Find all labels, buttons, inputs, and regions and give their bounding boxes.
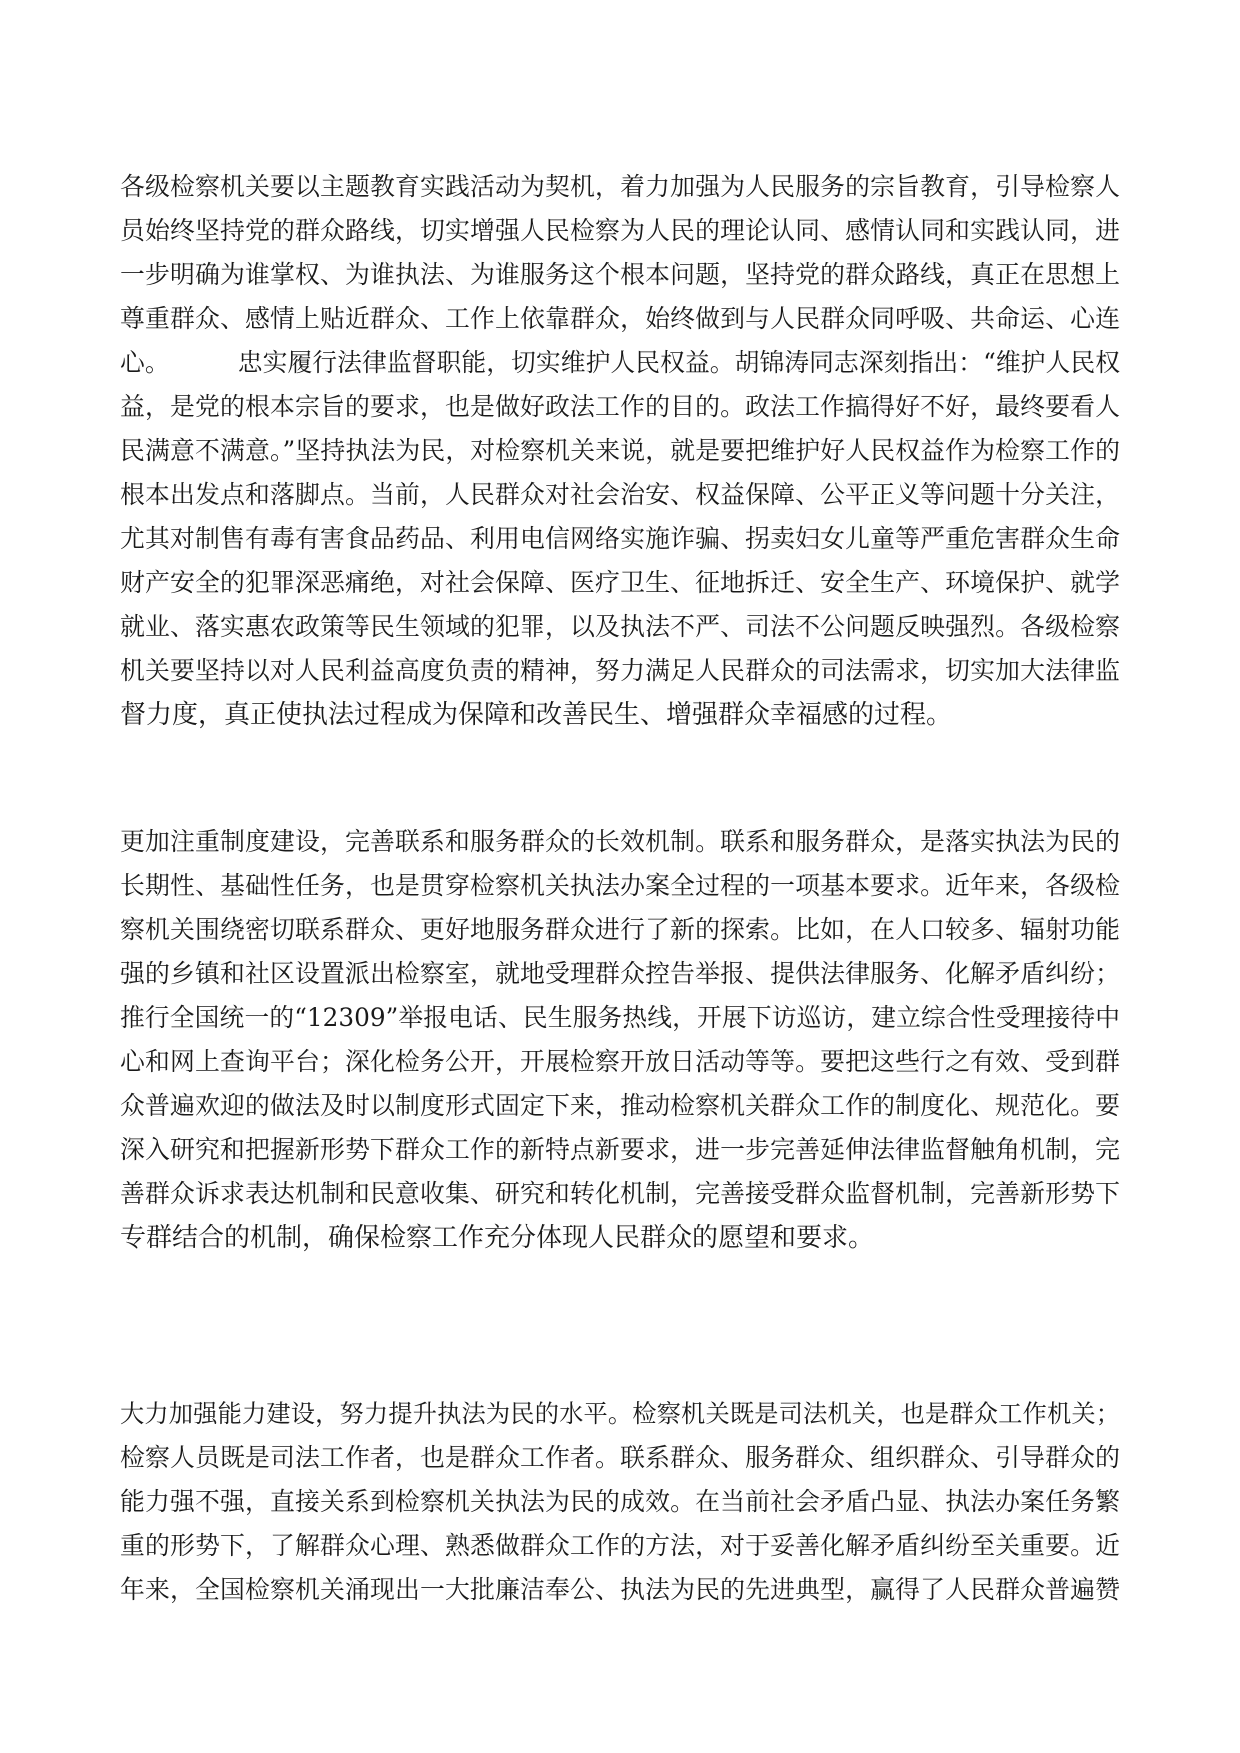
paragraph-line: 察机关围绕密切联系群众、更好地服务群众进行了新的探索。比如，在人口较多、辐射功能 [120, 915, 1120, 944]
paragraph-line: 心和网上查询平台；深化检务公开，开展检察开放日活动等等。要把这些行之有效、受到群 [120, 1047, 1120, 1076]
paragraph-3 [120, 1392, 1120, 1612]
split-line-left: 心。 [120, 348, 170, 377]
paragraph-2 [120, 820, 1120, 1260]
split-line-right: 忠实履行法律监督职能，切实维护人民权益。胡锦涛同志深刻指出：“维护人民权 [237, 348, 1120, 377]
paragraph-line: 推行全国统一的“12309”举报电话、民生服务热线，开展下访巡访，建立综合性受理接待中 [120, 1003, 1120, 1032]
paragraph-line: 善群众诉求表达机制和民意收集、研究和转化机制，完善接受群众监督机制，完善新形势下 [120, 1179, 1120, 1208]
paragraph-split-line [120, 341, 1120, 385]
paragraph-line: 尊重群众、感情上贴近群众、工作上依靠群众，始终做到与人民群众同呼吸、共命运、心连 [120, 304, 1120, 333]
paragraph-line: 根本出发点和落脚点。当前，人民群众对社会治安、权益保障、公平正义等问题十分关注， [120, 480, 1120, 509]
paragraph-line: 就业、落实惠农政策等民生领域的犯罪，以及执法不严、司法不公问题反映强烈。各级检察 [120, 612, 1120, 641]
paragraph-line: 一步明确为谁掌权、为谁执法、为谁服务这个根本问题，坚持党的群众路线，真正在思想上 [120, 260, 1120, 289]
paragraph-line: 财产安全的犯罪深恶痛绝，对社会保障、医疗卫生、征地拆迁、安全生产、环境保护、就学 [120, 568, 1120, 597]
paragraph-line: 大力加强能力建设，努力提升执法为民的水平。检察机关既是司法机关，也是群众工作机关； [120, 1399, 1120, 1428]
paragraph-line: 年来，全国检察机关涌现出一大批廉洁奉公、执法为民的先进典型，赢得了人民群众普遍赞 [120, 1575, 1120, 1604]
paragraph-line: 员始终坚持党的群众路线，切实增强人民检察为人民的理论认同、感情认同和实践认同，进 [120, 216, 1120, 245]
paragraph-line: 能力强不强，直接关系到检察机关执法为民的成效。在当前社会矛盾凸显、执法办案任务繁 [120, 1487, 1120, 1516]
paragraph-line: 民满意不满意。”坚持执法为民，对检察机关来说，就是要把维护好人民权益作为检察工作的 [120, 436, 1120, 465]
paragraph-line: 检察人员既是司法工作者，也是群众工作者。联系群众、服务群众、组织群众、引导群众的 [120, 1443, 1120, 1472]
paragraph-line: 机关要坚持以对人民利益高度负责的精神，努力满足人民群众的司法需求，切实加大法律监 [120, 656, 1120, 685]
paragraph-line: 尤其对制售有毒有害食品药品、利用电信网络实施诈骗、拐卖妇女儿童等严重危害群众生命 [120, 524, 1120, 553]
paragraph-line: 强的乡镇和社区设置派出检察室，就地受理群众控告举报、提供法律服务、化解矛盾纠纷； [120, 959, 1120, 988]
paragraph-line: 益，是党的根本宗旨的要求，也是做好政法工作的目的。政法工作搞得好不好，最终要看人 [120, 392, 1120, 421]
paragraph-line: 督力度，真正使执法过程成为保障和改善民生、增强群众幸福感的过程。 [120, 700, 953, 730]
paragraph-line: 更加注重制度建设，完善联系和服务群众的长效机制。联系和服务群众，是落实执法为民的 [120, 827, 1120, 856]
paragraph-line: 长期性、基础性任务，也是贯穿检察机关执法办案全过程的一项基本要求。近年来，各级检 [120, 871, 1120, 900]
paragraph-line: 深入研究和把握新形势下群众工作的新特点新要求，进一步完善延伸法律监督触角机制，完 [120, 1135, 1120, 1164]
paragraph-line: 专群结合的机制，确保检察工作充分体现人民群众的愿望和要求。 [120, 1223, 875, 1253]
paragraph-line: 各级检察机关要以主题教育实践活动为契机，着力加强为人民服务的宗旨教育，引导检察人 [120, 172, 1120, 201]
paragraph-line: 重的形势下，了解群众心理、熟悉做群众工作的方法，对于妥善化解矛盾纠纷至关重要。近 [120, 1531, 1120, 1560]
paragraph-1 [120, 165, 1120, 737]
paragraph-line: 众普遍欢迎的做法及时以制度形式固定下来，推动检察机关群众工作的制度化、规范化。要 [120, 1091, 1120, 1120]
